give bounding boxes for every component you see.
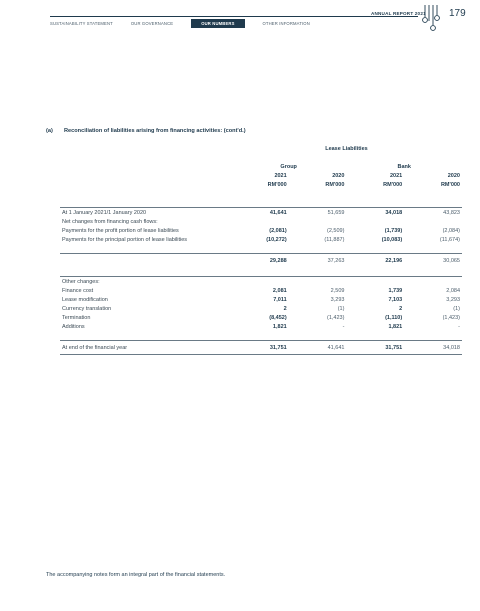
cell-bank-2021: 34,018 (346, 208, 404, 218)
cell-group-2020: (1,423) (327, 314, 345, 321)
cell-group-2020: 41,641 (289, 341, 347, 355)
table-row (60, 322, 462, 331)
cell-bank-2020: 3,293 (446, 296, 460, 303)
row-label: Currency translation (62, 305, 112, 312)
cell-group-2021: 2,081 (272, 287, 287, 294)
cell-group-2021: 31,751 (231, 341, 289, 355)
cell-bank-2021: 31,751 (346, 341, 404, 355)
table-row-subtotal (60, 254, 462, 268)
nav-sustainability[interactable]: SUSTAINABILITY STATEMENT (50, 21, 113, 26)
cell-bank-2020: 2,084 (446, 287, 460, 294)
year-header: 2021 (389, 172, 403, 179)
section-title: Reconciliation of liabilities arising from financing activities: (cont'd.) (64, 128, 246, 134)
bank-header: Bank (397, 163, 411, 170)
cell-group-2021: 41,641 (231, 208, 289, 218)
row-label: Finance cost (62, 287, 94, 294)
cell-group-2021: 2 (283, 305, 287, 312)
cell-bank-2020: 43,823 (404, 208, 462, 218)
table-row-total (60, 341, 462, 355)
year-header: 2020 (332, 172, 345, 179)
table-row (60, 277, 462, 287)
cell-group-2020: (1) (337, 305, 345, 312)
cell-bank-2021: 22,196 (346, 254, 404, 268)
cell-group-2020: 37,263 (289, 254, 347, 268)
row-label: Payments for the principal portion of lease liabilities (62, 236, 188, 243)
cell-group-2021: 29,288 (231, 254, 289, 268)
table-row (60, 295, 462, 304)
unit-header: RM'000 (325, 181, 345, 188)
cell-group-2020: (2,509) (327, 227, 345, 234)
cell-bank-2020: 30,065 (404, 254, 462, 268)
header-rule (50, 16, 418, 17)
cell-group-2021: 1,821 (272, 323, 287, 330)
cell-group-2020: 3,293 (330, 296, 345, 303)
table-row (60, 313, 462, 322)
cell-group-2021: (2,081) (269, 227, 287, 234)
super-header: Lease Liabilities (325, 145, 368, 152)
row-label: At 1 January 2021/1 January 2020 (60, 208, 231, 218)
year-header: 2020 (447, 172, 460, 179)
cell-group-2020: 51,659 (289, 208, 347, 218)
nav-our-numbers[interactable]: OUR NUMBERS (191, 19, 244, 28)
lease-liabilities-table (60, 144, 462, 356)
nav-other-information[interactable]: OTHER INFORMATION (262, 21, 310, 26)
cell-bank-2021: 7,103 (388, 296, 403, 303)
row-label: Payments for the profit portion of lease liabilities (62, 227, 179, 234)
cell-bank-2021: (1,110) (385, 314, 403, 321)
row-label: Additions (62, 323, 85, 330)
cell-group-2020: - (342, 323, 345, 330)
cell-bank-2021: 2 (399, 305, 403, 312)
table-row (60, 235, 462, 244)
unit-header: RM'000 (383, 181, 403, 188)
report-title: ANNUAL REPORT 2021 (368, 11, 429, 16)
year-header: 2021 (274, 172, 287, 179)
row-label: Lease modification (62, 296, 108, 303)
page-number: 179 (449, 8, 466, 19)
cell-bank-2020: (2,084) (442, 227, 460, 234)
row-label: Other changes: (60, 277, 462, 287)
row-label: At end of the financial year (60, 341, 231, 355)
cell-group-2020: (11,887) (324, 236, 345, 243)
section-heading (46, 128, 246, 134)
cell-group-2021: (10,272) (266, 236, 287, 243)
table-row (60, 286, 462, 295)
section-marker: (a) (46, 128, 53, 134)
cell-bank-2021: 1,739 (388, 287, 403, 294)
cell-bank-2021: (1,739) (384, 227, 403, 234)
cell-bank-2021: 1,821 (388, 323, 403, 330)
cell-bank-2020: - (458, 323, 460, 330)
section-nav (50, 19, 328, 28)
cell-group-2020: 2,509 (330, 287, 345, 294)
cell-bank-2020: 34,018 (404, 341, 462, 355)
table-row (60, 208, 462, 218)
cell-bank-2020: (1) (453, 305, 460, 312)
row-label: Termination (62, 314, 91, 321)
cell-group-2021: 7,011 (273, 296, 287, 303)
footer-note: The accompanying notes form an integral part of the financial statements. (46, 572, 226, 578)
group-header: Group (280, 163, 297, 170)
row-label: Net changes from financing cash flows: (62, 218, 158, 225)
cell-group-2021: (8,452) (269, 314, 287, 321)
nav-governance[interactable]: OUR GOVERNANCE (130, 21, 174, 26)
table-row (60, 304, 462, 313)
brand-logo-icon (420, 3, 446, 33)
table-row (60, 226, 462, 235)
row-label (60, 254, 231, 268)
cell-bank-2020: (11,674) (439, 236, 460, 243)
cell-bank-2020: (1,423) (442, 314, 460, 321)
unit-header: RM'000 (267, 181, 287, 188)
cell-bank-2021: (10,083) (381, 236, 403, 243)
table-row (60, 217, 462, 226)
unit-header: RM'000 (440, 181, 460, 188)
